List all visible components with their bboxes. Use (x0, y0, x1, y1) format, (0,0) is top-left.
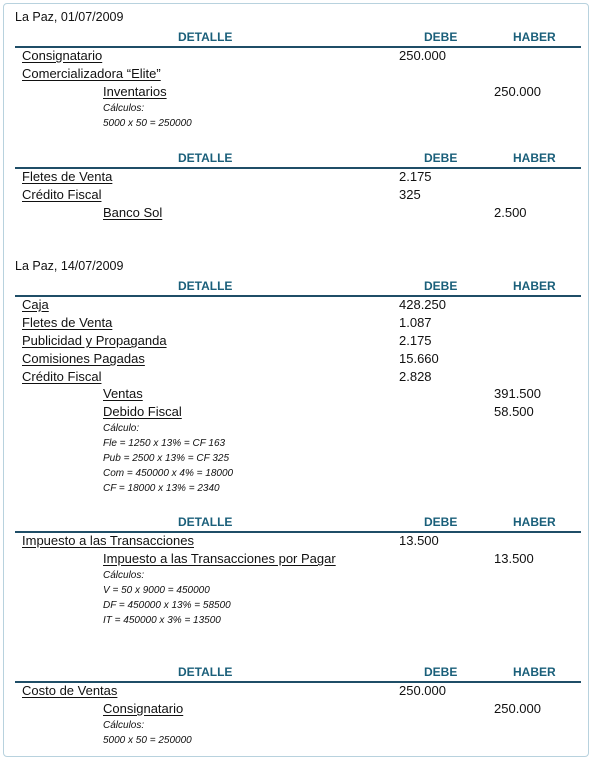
account-debit: Crédito Fiscal (22, 187, 102, 202)
account-credit: Banco Sol (103, 205, 163, 220)
note-line: 5000 x 50 = 250000 (103, 118, 192, 129)
account-debit: Impuesto a las Transacciones (22, 533, 194, 548)
header-detalle: DETALLE (178, 515, 233, 529)
header-detalle: DETALLE (178, 279, 233, 293)
entry-date: La Paz, 14/07/2009 (15, 259, 124, 273)
calculation-note (103, 568, 231, 628)
header-debe: DEBE (424, 279, 458, 293)
note-line: Cálculos: (103, 720, 145, 731)
account-debit: Caja (22, 297, 49, 312)
note-line: Pub = 2500 x 13% = CF 325 (103, 453, 230, 464)
note-line: DF = 450000 x 13% = 58500 (103, 600, 231, 611)
debe-amount: 2.175 (399, 333, 432, 348)
table-header (15, 663, 581, 683)
calculation-note (103, 101, 192, 131)
haber-amount: 2.500 (494, 205, 527, 220)
header-haber: HABER (513, 515, 556, 529)
account-credit: Ventas (103, 386, 143, 401)
note-line: Cálculos: (103, 570, 145, 581)
note-line: Cálculos: (103, 103, 145, 114)
header-haber: HABER (513, 30, 556, 44)
debe-amount: 250.000 (399, 683, 446, 698)
header-debe: DEBE (424, 30, 458, 44)
account-debit: Consignatario (22, 48, 103, 63)
haber-amount: 250.000 (494, 84, 541, 99)
debe-amount: 428.250 (399, 297, 446, 312)
account-credit: Impuesto a las Transacciones por Pagar (103, 551, 336, 566)
haber-amount: 58.500 (494, 404, 534, 419)
account-debit: Publicidad y Propaganda (22, 333, 167, 348)
account-debit: Fletes de Venta (22, 169, 113, 184)
header-haber: HABER (513, 665, 556, 679)
header-haber: HABER (513, 279, 556, 293)
table-header (15, 277, 581, 297)
account-debit: Comisiones Pagadas (22, 351, 145, 366)
debe-amount: 1.087 (399, 315, 432, 330)
account-credit: Debido Fiscal (103, 404, 182, 419)
header-debe: DEBE (424, 151, 458, 165)
haber-amount: 13.500 (494, 551, 534, 566)
header-detalle: DETALLE (178, 151, 233, 165)
note-line: V = 50 x 9000 = 450000 (103, 585, 210, 596)
entry-date: La Paz, 01/07/2009 (15, 10, 124, 24)
header-debe: DEBE (424, 515, 458, 529)
note-line: IT = 450000 x 3% = 13500 (103, 615, 221, 626)
debe-amount: 15.660 (399, 351, 439, 366)
header-detalle: DETALLE (178, 30, 233, 44)
debe-amount: 2.828 (399, 369, 432, 384)
calculation-note (103, 718, 192, 748)
table-header (15, 28, 581, 48)
haber-amount: 391.500 (494, 386, 541, 401)
debe-amount: 250.000 (399, 48, 446, 63)
debe-amount: 13.500 (399, 533, 439, 548)
note-line: Cálculo: (103, 423, 140, 434)
account-debit: Crédito Fiscal (22, 369, 102, 384)
table-header (15, 149, 581, 169)
note-line: CF = 18000 x 13% = 2340 (103, 483, 220, 494)
account-debit: Comercializadora “Elite” (22, 66, 161, 81)
note-line: 5000 x 50 = 250000 (103, 735, 192, 746)
account-debit: Costo de Ventas (22, 683, 118, 698)
header-debe: DEBE (424, 665, 458, 679)
note-line: Fle = 1250 x 13% = CF 163 (103, 438, 226, 449)
account-credit: Inventarios (103, 84, 167, 99)
note-line: Com = 450000 x 4% = 18000 (103, 468, 234, 479)
debe-amount: 325 (399, 187, 421, 202)
header-detalle: DETALLE (178, 665, 233, 679)
account-debit: Fletes de Venta (22, 315, 113, 330)
account-credit: Consignatario (103, 701, 184, 716)
table-header (15, 513, 581, 533)
haber-amount: 250.000 (494, 701, 541, 716)
debe-amount: 2.175 (399, 169, 432, 184)
calculation-note (103, 421, 233, 496)
header-haber: HABER (513, 151, 556, 165)
